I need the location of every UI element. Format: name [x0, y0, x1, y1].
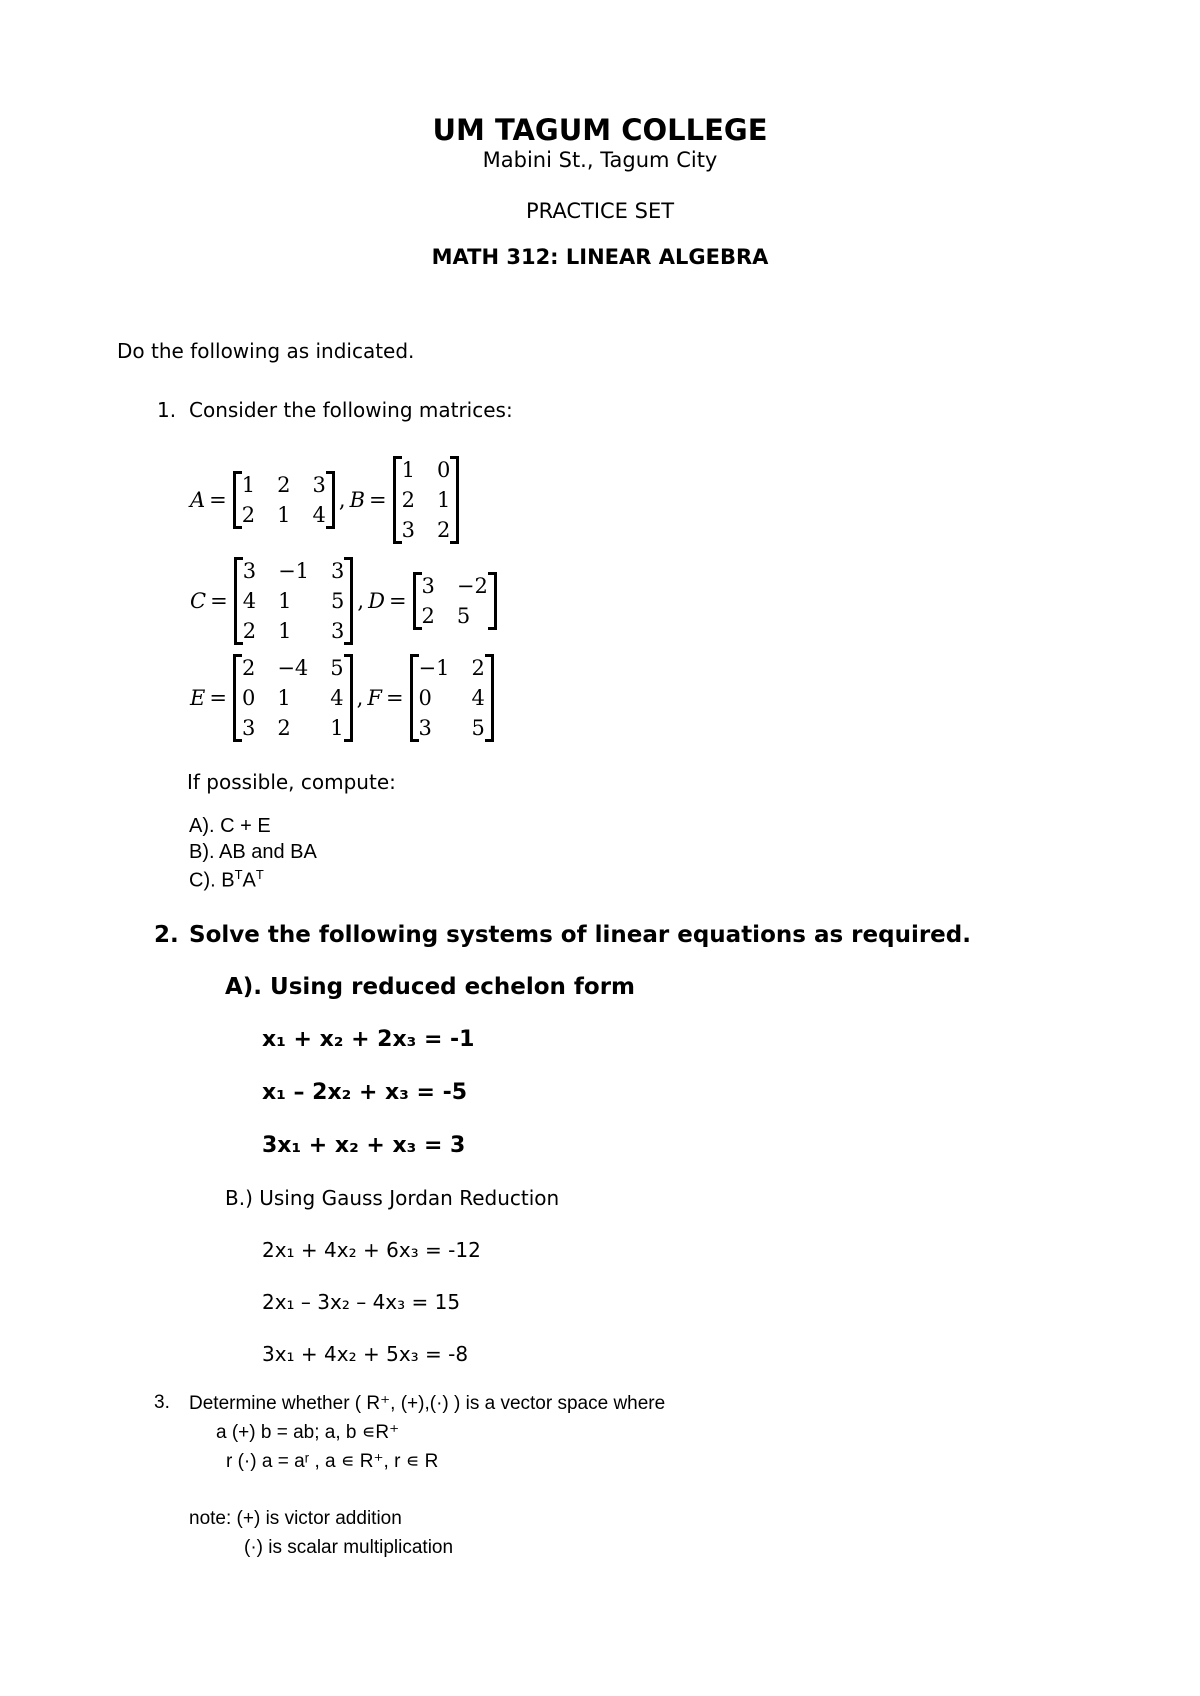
matrix-row-ab: A = 1 2 3 2 1 4 , B = 1 0 2 1 3 2 [190, 456, 459, 544]
matrix-row-ef: E = 2 −4 5 0 1 4 3 2 1 , F = −1 2 0 4 3 5 [190, 654, 494, 742]
matrix-f-cell: −1 [418, 656, 450, 680]
institution-address: Mabini St., Tagum City [482, 148, 718, 172]
matrix-b-cell: 2 [437, 518, 451, 542]
institution-title: UM TAGUM COLLEGE [432, 113, 768, 147]
option-c-mid: A [242, 869, 256, 892]
matrix-c-cell: 3 [242, 559, 257, 583]
matrix-d-name: D [368, 589, 385, 613]
matrix-e [233, 654, 353, 742]
option-b: B). AB and BA [189, 841, 317, 863]
compute-label: If possible, compute: [187, 770, 396, 794]
matrix-a-cell: 1 [241, 473, 256, 497]
matrix-b [393, 456, 460, 544]
instructions: Do the following as indicated. [117, 339, 415, 363]
matrix-f [410, 654, 494, 742]
question-3-number: 3. [154, 1392, 170, 1413]
matrix-c-cell: 1 [278, 589, 292, 613]
matrix-f-cell: 5 [471, 716, 485, 740]
matrix-c-cell: 1 [278, 619, 292, 643]
equation-b1: 2x₁ + 4x₂ + 6x₃ = -12 [262, 1238, 481, 1262]
equation-a3: 3x₁ + x₂ + x₃ = 3 [262, 1133, 466, 1158]
matrix-c [234, 557, 354, 645]
matrix-c-cell: 4 [242, 589, 257, 613]
matrix-e-cell: 3 [241, 716, 256, 740]
question-2-number: 2. [154, 922, 179, 948]
matrix-f-cell: 3 [418, 716, 432, 740]
matrix-a-cell: 1 [277, 503, 291, 527]
option-c-sup-1: T [234, 867, 243, 882]
document-type: PRACTICE SET [525, 199, 675, 223]
matrix-c-cell: 5 [331, 589, 345, 613]
option-c-prefix: C). B [189, 869, 235, 892]
equation-a2: x₁ – 2x₂ + x₃ = -5 [262, 1080, 468, 1105]
matrix-d-cell: 5 [456, 604, 471, 628]
matrix-b-cell: 1 [437, 488, 451, 512]
matrix-e-cell: 1 [277, 686, 291, 710]
question-1-number: 1. [157, 398, 177, 422]
matrix-c-name: C [190, 589, 207, 613]
matrix-c-cell: 2 [242, 619, 257, 643]
matrix-f-cell: 0 [418, 686, 432, 710]
equation-b2: 2x₁ – 3x₂ – 4x₃ = 15 [262, 1290, 461, 1314]
matrix-a-cell: 3 [312, 473, 326, 497]
matrix-c-cell: 3 [331, 619, 345, 643]
matrix-e-cell: 2 [277, 716, 291, 740]
question-2-part-b: B.) Using Gauss Jordan Reduction [225, 1186, 560, 1210]
note-line-1: note: (+) is victor addition [189, 1508, 402, 1529]
question-2-text: Solve the following systems of linear equations as required. [189, 922, 971, 948]
question-3-text: Determine whether ( R⁺, (+),(·) ) is a vector space where [189, 1393, 666, 1414]
option-a: A). C + E [189, 815, 271, 837]
question-1-text: Consider the following matrices: [189, 398, 513, 422]
matrix-a [233, 471, 335, 529]
matrix-row-cd: C = 3 −1 3 4 1 5 2 1 3 , D = 3 −2 2 5 [190, 557, 497, 645]
course-title: MATH 312: LINEAR ALGEBRA [431, 245, 769, 269]
note-line-2: (·) is scalar multiplication [244, 1537, 454, 1558]
matrix-b-cell: 2 [401, 488, 416, 512]
matrix-f-cell: 2 [471, 656, 485, 680]
matrix-e-name: E [190, 686, 206, 710]
matrix-e-cell: 1 [330, 716, 344, 740]
matrix-d [413, 572, 497, 630]
equation-b3: 3x₁ + 4x₂ + 5x₃ = -8 [262, 1342, 469, 1366]
matrix-a-name: A [190, 488, 206, 512]
matrix-d-cell: −2 [456, 574, 488, 598]
matrix-e-cell: −4 [277, 656, 309, 680]
matrix-d-cell: 2 [421, 604, 435, 628]
question-3-line-2: r (·) a = aʳ , a ∊ R⁺, r ∊ R [226, 1451, 439, 1472]
matrix-f-name: F [367, 686, 382, 710]
matrix-b-cell: 0 [437, 458, 451, 482]
option-c-sup-2: T [255, 867, 264, 882]
matrix-c-cell: −1 [278, 559, 310, 583]
matrix-b-name: B [349, 488, 366, 512]
question-3-line-1: a (+) b = ab; a, b ∊R⁺ [216, 1422, 400, 1443]
matrix-a-cell: 2 [277, 473, 291, 497]
matrix-a-cell: 2 [241, 503, 256, 527]
question-2-part-a: A). Using reduced echelon form [225, 974, 636, 1000]
matrix-e-cell: 2 [241, 656, 256, 680]
matrix-d-cell: 3 [421, 574, 435, 598]
matrix-f-cell: 4 [471, 686, 485, 710]
matrix-e-cell: 5 [330, 656, 344, 680]
matrix-e-cell: 4 [330, 686, 344, 710]
matrix-b-cell: 3 [401, 518, 416, 542]
matrix-c-cell: 3 [331, 559, 345, 583]
matrix-a-cell: 4 [312, 503, 326, 527]
option-c [189, 867, 264, 893]
matrix-b-cell: 1 [401, 458, 416, 482]
matrix-e-cell: 0 [241, 686, 256, 710]
equation-a1: x₁ + x₂ + 2x₃ = -1 [262, 1027, 475, 1052]
